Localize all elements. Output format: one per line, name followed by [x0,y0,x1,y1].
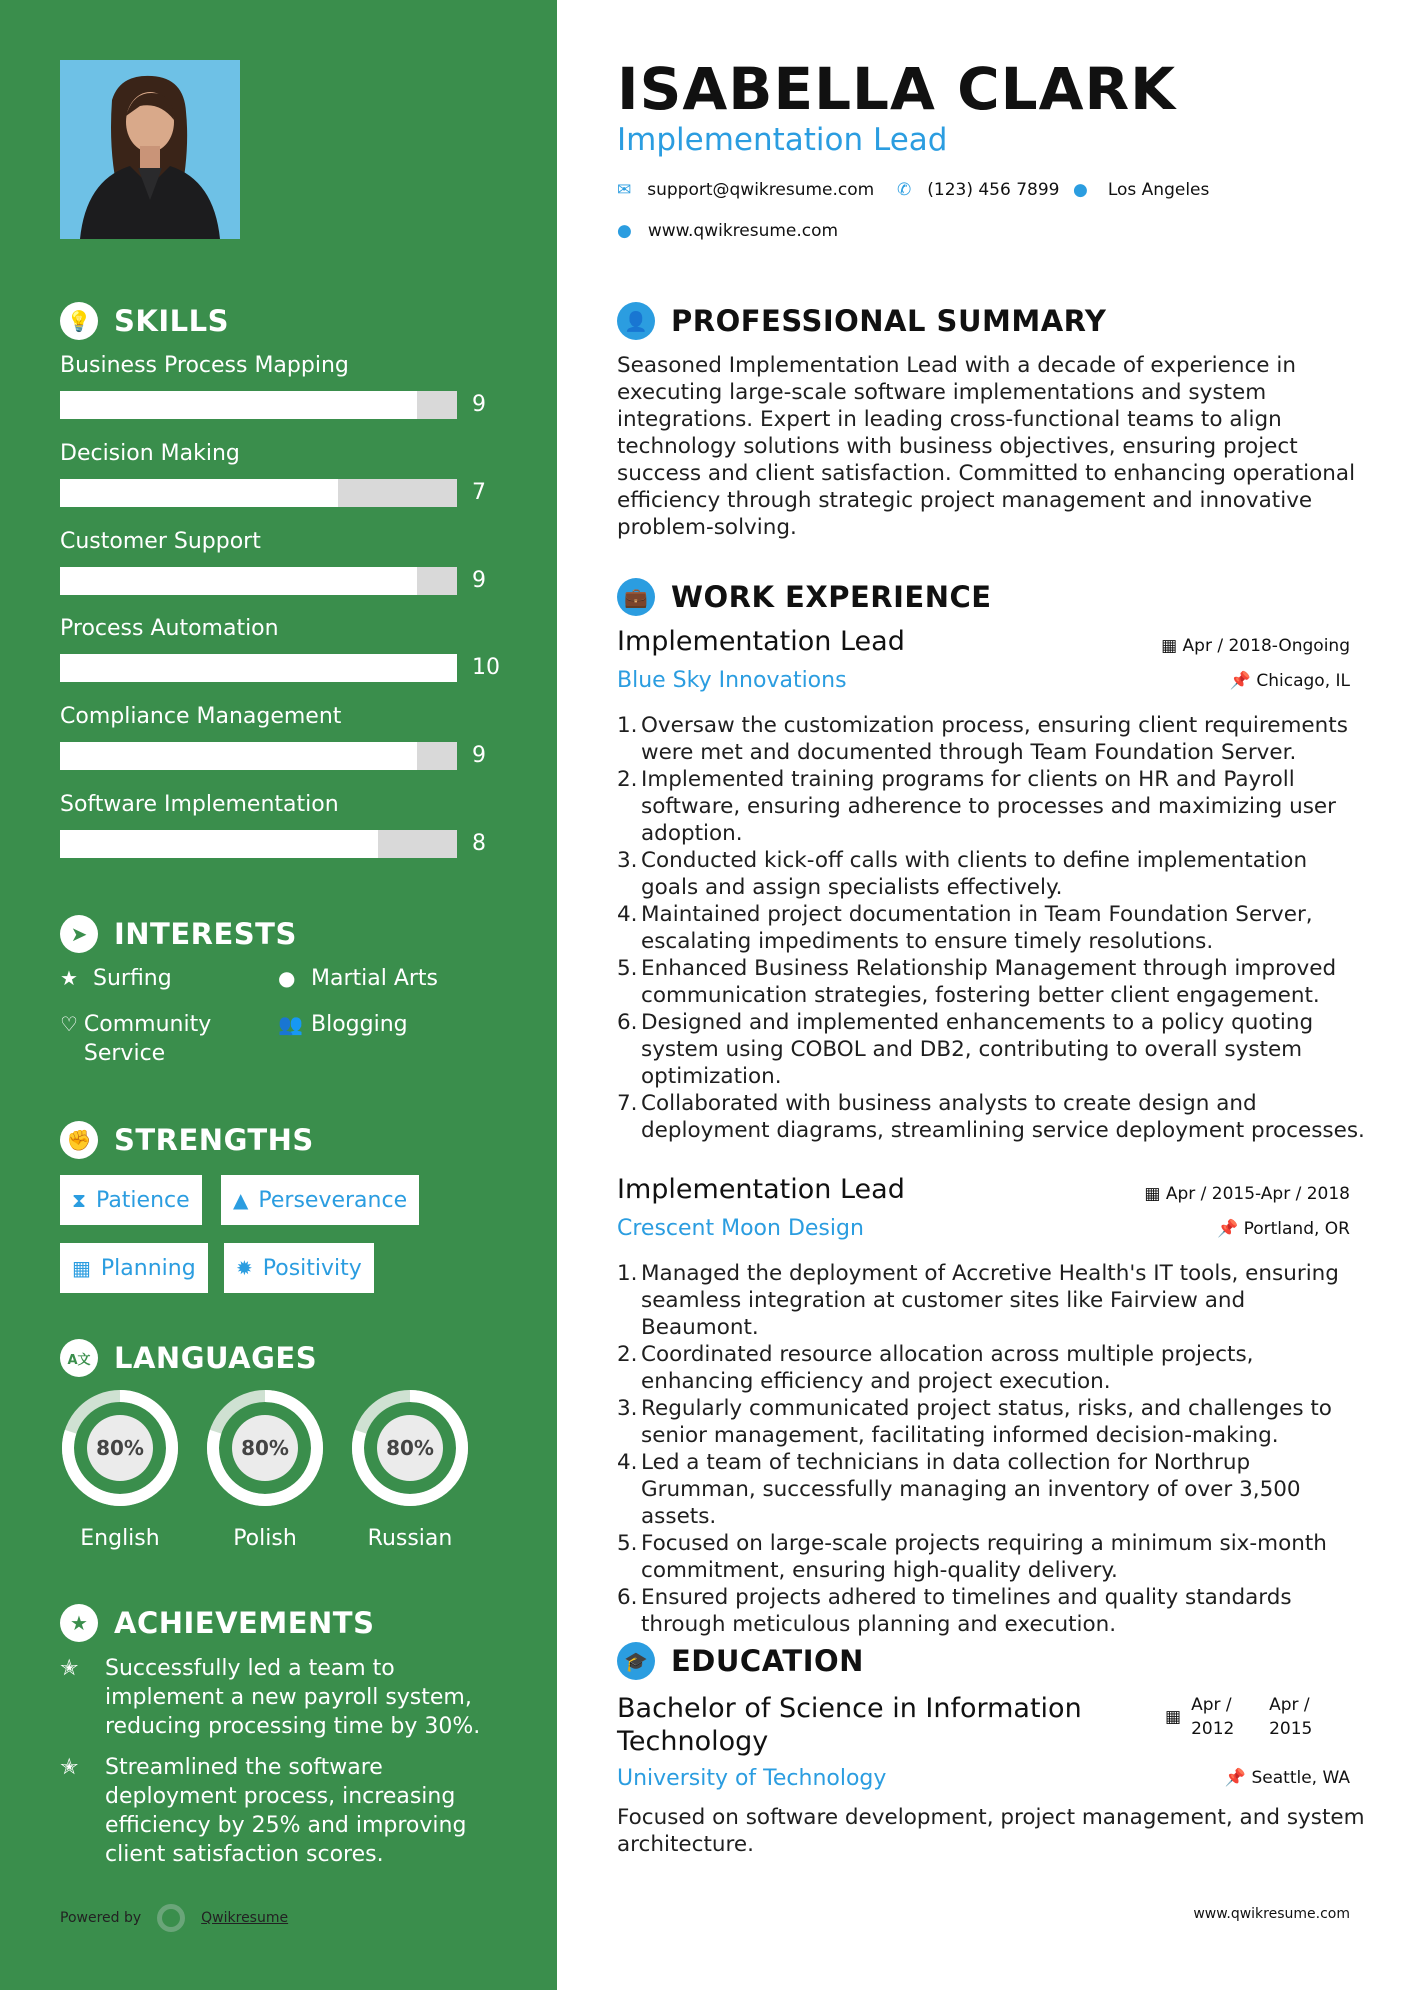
bullet-text: Conducted kick-off calls with clients to define implementation goals and assign specialists effectively. [641,848,1308,900]
skill-item [60,614,500,680]
skills-heading [60,302,229,340]
candidate-name: ISABELLA CLARK [617,55,1177,123]
star-icon: ★ [60,966,78,990]
website-text: www.qwikresume.com [647,221,839,241]
location-text: Los Angeles [1107,180,1210,200]
education-dates [1165,1693,1329,1741]
skill-bar-fill [60,654,457,682]
star-icon: ✭ [60,1755,79,1780]
skill-value: 8 [472,831,486,856]
pin-icon: 📌 [1217,1219,1244,1239]
briefcase-icon: 💼 [617,578,655,616]
skill-value: 7 [472,480,486,505]
bullet-text: Led a team of technicians in data collection for Northrup Grumman, successfully managing an inventory of over 3,500 assets. [641,1450,1301,1529]
users-icon: 👥 [278,1012,303,1036]
bullet-number: 2. [617,767,638,792]
contact-phone[interactable] [897,180,1059,200]
contact-location [1073,180,1209,200]
job-bullet [617,955,1369,1009]
skill-bar-fill [60,830,378,858]
bullet-number: 7. [617,1091,638,1116]
skill-bar-track [60,742,457,770]
skill-item [60,790,500,856]
education-location-text: Seattle, WA [1251,1768,1350,1788]
job-title: Implementation Lead [617,626,905,657]
achievements-heading [60,1604,374,1642]
strengths-title: STRENGTHS [114,1123,314,1157]
language-ring [205,1388,325,1508]
bullet-text: Regularly communicated project status, risks, and challenges to senior management, facilitating informed decision-making. [641,1396,1332,1448]
bullet-text: Ensured projects adhered to timelines and quality standards through meticulous planning and execution. [641,1585,1292,1637]
interest-item [278,964,438,993]
bullet-text: Managed the deployment of Accretive Health's IT tools, ensuring seamless integration at customer sites like Fairview and Beaumont. [641,1261,1339,1340]
education-start-month: Apr / [1191,1695,1232,1715]
skill-bar-track [60,479,457,507]
heart-icon: ♡ [60,1012,78,1036]
job-bullet [617,1260,1369,1341]
pin-icon: 📌 [1229,671,1257,691]
skill-item [60,351,500,417]
candidate-role: Implementation Lead [617,122,948,158]
bullet-number: 5. [617,956,638,981]
education-end [1269,1693,1329,1741]
bullet-number: 1. [617,1261,638,1286]
bullet-number: 2. [617,1342,638,1367]
skill-bar-fill [60,742,417,770]
education-heading [617,1642,864,1680]
experience-heading [617,578,992,616]
qwikresume-logo-icon [157,1904,185,1932]
language-percent: 80% [96,1436,144,1460]
interest-item [60,1010,240,1068]
skill-name: Compliance Management [60,704,342,729]
bullet-text: Coordinated resource allocation across multiple projects, enhancing efficiency and project execution. [641,1342,1254,1394]
star-badge-icon: ★ [60,1604,98,1642]
bullet-number: 3. [617,1396,638,1421]
experience-title: WORK EXPERIENCE [671,580,992,614]
job-bullet [617,766,1369,847]
education-end-month: Apr / [1269,1695,1310,1715]
contact-website[interactable] [617,221,838,241]
skill-bar-track [60,654,457,682]
bullet-text: Oversaw the customization process, ensuring client requirements were met and documented through Team Foundation Server. [641,713,1348,765]
job-title: Implementation Lead [617,1174,905,1205]
sidebar [0,0,557,1990]
profile-photo-illustration [60,60,240,239]
job-bullet [617,1530,1369,1584]
skill-name: Process Automation [60,616,279,641]
interest-item [60,964,172,993]
job-date [1161,636,1350,656]
language-percent: 80% [241,1436,289,1460]
contact-email[interactable] [617,180,874,200]
strength-label: Patience [96,1187,190,1213]
calendar-icon: ▦ [1161,636,1183,656]
bullet-text: Designed and implemented enhancements to a policy quoting system using COBOL and DB2, contributing to overall system optimization. [641,1010,1314,1089]
job-company: Blue Sky Innovations [617,668,847,693]
language-name: Polish [233,1526,297,1551]
interest-label: Blogging [311,1012,408,1037]
job-bullet [617,901,1369,955]
email-text: support@qwikresume.com [647,180,875,200]
strength-badge [60,1175,202,1225]
skill-name: Business Process Mapping [60,353,349,378]
graduation-icon: 🎓 [617,1642,655,1680]
main-content [557,0,1407,1990]
job-location-text: Portland, OR [1243,1219,1350,1239]
language-item [205,1388,325,1551]
language-percent: 80% [386,1436,434,1460]
job-bullet [617,712,1369,766]
sun-icon: ✹ [236,1256,253,1280]
bullet-number: 5. [617,1531,638,1556]
footer-url[interactable]: www.qwikresume.com [1193,1906,1350,1922]
strengths-heading [60,1121,314,1159]
calendar-icon: ▦ [72,1256,91,1280]
skill-item [60,527,500,593]
translate-icon: A文 [60,1339,98,1377]
calendar-icon: ▦ [1165,1707,1182,1727]
skill-value: 9 [472,568,486,593]
skill-bar-track [60,391,457,419]
powered-by [60,1904,288,1932]
job-location [1230,671,1350,691]
job-bullet [617,1009,1369,1090]
skill-name: Customer Support [60,529,261,554]
bullet-text: Implemented training programs for clients on HR and Payroll software, ensuring adherence to processes and maximizing user adoption. [641,767,1336,846]
education-title: EDUCATION [671,1644,864,1678]
achievement-text: Successfully led a team to implement a new payroll system, reducing processing time by 30%. [105,1656,481,1739]
interest-item [278,1010,408,1039]
skill-name: Software Implementation [60,792,339,817]
languages-title: LANGUAGES [114,1341,318,1375]
bullet-number: 4. [617,1450,638,1475]
strength-label: Perseverance [258,1187,408,1213]
powered-by-label: Powered by [60,1910,142,1926]
skill-item [60,702,500,768]
interest-label: Martial Arts [311,966,439,991]
bullet-text: Collaborated with business analysts to create design and deployment diagrams, streamlining service deployment processes. [641,1091,1365,1143]
education-end-year: 2015 [1269,1719,1313,1739]
interest-label: Surfing [93,966,172,991]
job-bullet [617,1395,1369,1449]
achievements-title: ACHIEVEMENTS [114,1606,375,1640]
skill-value: 9 [472,392,486,417]
interest-label: Community Service [83,1012,212,1066]
job-location [1217,1219,1350,1239]
pin-icon: 📌 [1224,1768,1252,1788]
star-icon: ✭ [60,1656,79,1681]
skills-title: SKILLS [114,304,229,338]
user-icon: 👤 [617,302,655,340]
job-bullet [617,1341,1369,1395]
job-company: Crescent Moon Design [617,1216,864,1241]
skill-value: 9 [472,743,486,768]
achievement-item [60,1753,500,1869]
language-name: English [80,1526,160,1551]
job-bullet [617,1090,1369,1144]
skill-bar-track [60,830,457,858]
education-school: University of Technology [617,1766,887,1791]
skill-bar-fill [60,391,417,419]
bullet-number: 1. [617,713,638,738]
job-bullets [617,1260,1369,1638]
achievement-text: Streamlined the software deployment process, increasing efficiency by 25% and improving client satisfaction scores. [105,1755,467,1867]
summary-heading [617,302,1106,340]
language-ring [60,1388,180,1508]
skill-name: Decision Making [60,441,240,466]
strength-label: Positivity [262,1255,362,1281]
envelope-icon: ✉ [617,180,632,200]
bullet-number: 6. [617,1585,638,1610]
education-location [1225,1768,1350,1788]
bullet-number: 3. [617,848,638,873]
strength-label: Planning [100,1255,196,1281]
job-bullet [617,1584,1369,1638]
education-start-year: 2012 [1191,1719,1235,1739]
language-item [60,1388,180,1551]
summary-text: Seasoned Implementation Lead with a decade of experience in executing large-scale software implementations and system integrations. Expert in leading cross-functional teams to align technology solutions with business objectives, ensuring project success and client satisfaction. Committed to enhancing operational efficiency through strategic project management and innovative problem-solving. [617,353,1356,540]
job-bullets [617,712,1369,1144]
job-location-text: Chicago, IL [1256,671,1350,691]
strength-badge [60,1243,208,1293]
skill-bar-fill [60,567,417,595]
globe-icon: ● [617,221,632,241]
skill-value: 10 [472,655,500,680]
language-item [350,1388,470,1551]
phone-text: (123) 456 7899 [927,180,1060,200]
achievement-item [60,1654,500,1741]
profile-photo [60,60,240,239]
skill-bar-fill [60,479,338,507]
phone-icon: ✆ [897,180,912,200]
bullet-text: Enhanced Business Relationship Management through improved communication strategies, fostering better client engagement. [641,956,1337,1008]
job-bullet [617,847,1369,901]
languages-heading [60,1339,317,1377]
education-degree: Bachelor of Science in Information Technology [617,1693,1082,1757]
calendar-icon: ▦ [1144,1184,1166,1204]
job-date-text: Apr / 2018-Ongoing [1182,636,1350,656]
strength-badge [224,1243,374,1293]
hourglass-icon: ⧗ [72,1188,87,1212]
skill-item [60,439,500,505]
qwikresume-link[interactable]: Qwikresume [201,1910,289,1926]
bullet-text: Maintained project documentation in Team Foundation Server, escalating impediments to ensure timely resolutions. [641,902,1313,954]
paper-plane-icon: ➤ [60,915,98,953]
education-description: Focused on software development, project management, and system architecture. [617,1805,1365,1857]
bullet-text: Focused on large-scale projects requiring a minimum six-month commitment, ensuring high-quality delivery. [641,1531,1327,1583]
language-name: Russian [367,1526,453,1551]
globe-icon: ● [278,966,296,990]
job-date [1144,1184,1350,1204]
job-bullet [617,1449,1369,1530]
strength-badge [221,1175,419,1225]
job-date-text: Apr / 2015-Apr / 2018 [1165,1184,1350,1204]
bullet-number: 6. [617,1010,638,1035]
interests-heading [60,915,297,953]
bullet-number: 4. [617,902,638,927]
skill-bar-track [60,567,457,595]
fist-icon: ✊ [60,1121,98,1159]
language-ring [350,1388,470,1508]
interests-title: INTERESTS [114,917,297,951]
map-pin-icon: ● [1073,180,1088,200]
road-icon: ▲ [233,1188,249,1212]
lightbulb-icon: 💡 [60,302,98,340]
education-start [1191,1693,1251,1741]
summary-title: PROFESSIONAL SUMMARY [671,304,1107,338]
